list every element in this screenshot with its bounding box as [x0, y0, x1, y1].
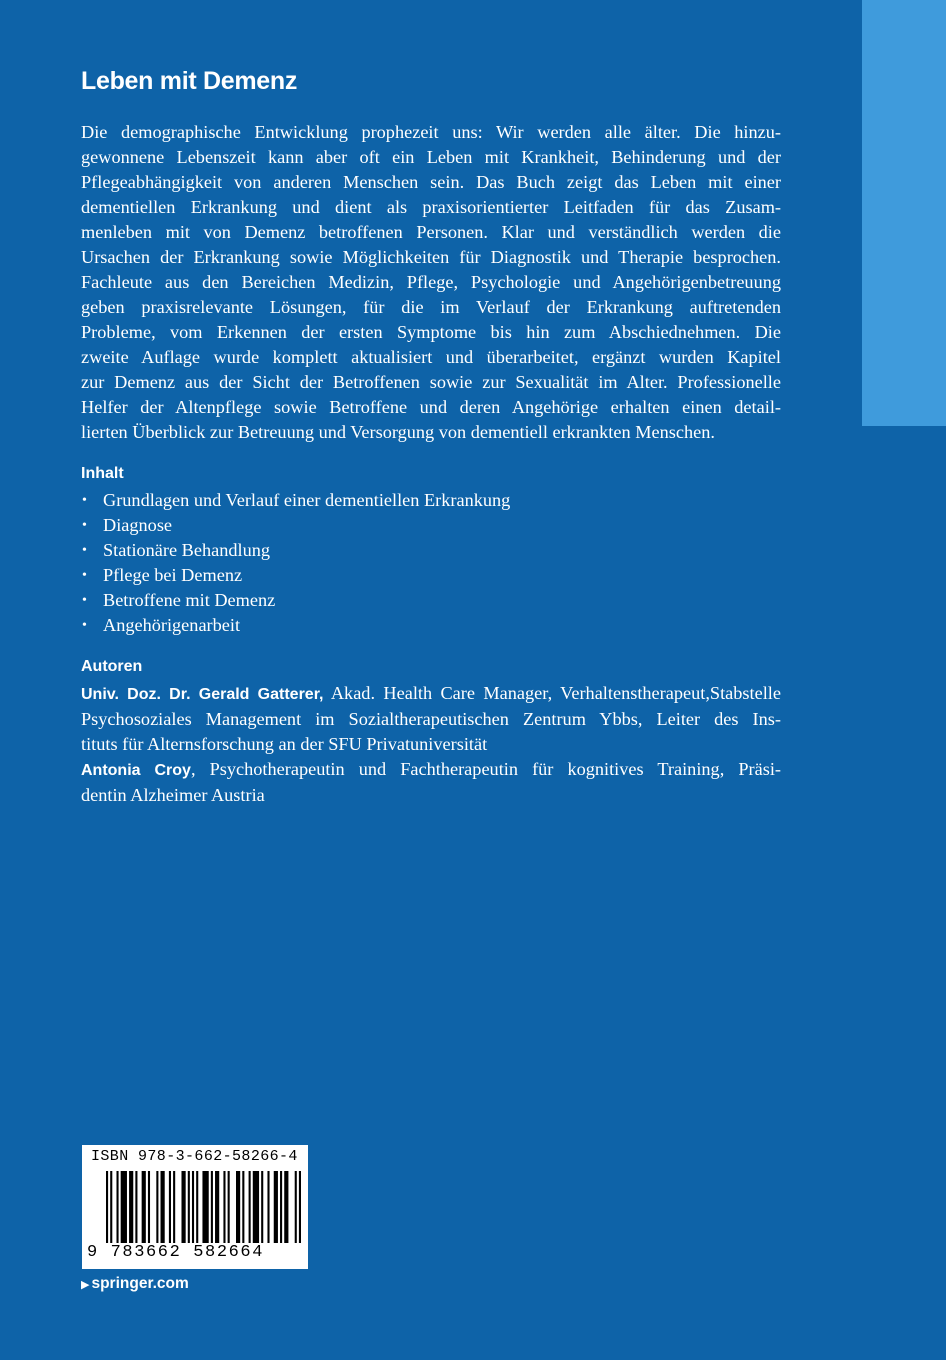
barcode-bar	[295, 1171, 297, 1243]
list-item-label: Diagnose	[103, 515, 173, 535]
barcode-bar	[181, 1171, 185, 1243]
description-line: Die demographische Entwicklung prophezeit uns: Wir werden alle älter. Die hinzu-	[81, 122, 781, 142]
list-item-label: Stationäre Behandlung	[103, 540, 271, 560]
description-line: Ursachen der Erkrankung sowie Möglichkeiten für Diagnostik und Therapie besprochen.	[81, 247, 781, 267]
publisher-url: springer.com	[91, 1275, 189, 1292]
authors-heading: Autoren	[81, 658, 143, 675]
barcode-digits: 9 783662 582664	[87, 1243, 265, 1262]
bullet-icon: •	[82, 618, 87, 633]
barcode-bar	[156, 1171, 158, 1243]
list-item-label: Grundlagen und Verlauf einer dementiellen Erkrankung	[103, 490, 511, 510]
author-name: Univ. Doz. Dr. Gerald Gatterer,	[81, 686, 324, 703]
arrow-right-icon: ▶	[81, 1279, 90, 1291]
barcode-bar	[253, 1171, 259, 1243]
authors-block	[81, 681, 781, 808]
barcode-bar	[236, 1171, 240, 1243]
barcode-bars	[106, 1171, 301, 1243]
barcode-bar	[280, 1171, 282, 1243]
book-title: Leben mit Demenz	[81, 67, 298, 95]
list-item	[81, 513, 781, 538]
barcode-bar	[228, 1171, 230, 1243]
author-line: tituts für Alternsforschung an der SFU Privatuniversität	[81, 734, 488, 754]
author-text: Akad. Health Care Manager, Verhaltenstherapeut,Stabstelle	[323, 683, 782, 703]
description-line: menleben mit von Demenz betroffenen Personen. Klar und verständlich werden die	[81, 222, 781, 242]
description-line: Helfer der Altenpflege sowie Betroffene und deren Angehörige erhalten einen detail-	[81, 397, 781, 417]
isbn-label: ISBN 978-3-662-58266-4	[91, 1148, 298, 1165]
list-item	[81, 563, 781, 588]
description-line: Probleme, vom Erkennen der ersten Symptome bis hin zum Abschiednehmen. Die	[81, 322, 781, 342]
barcode-bar	[142, 1171, 146, 1243]
author-line	[81, 681, 781, 707]
publisher-link[interactable]	[81, 1274, 189, 1295]
description-line: Pflegeabhängigkeit von anderen Menschen sein. Das Buch zeigt das Leben mit einer	[81, 172, 781, 192]
barcode-bar	[129, 1171, 133, 1243]
author-name: Antonia Croy	[81, 762, 191, 779]
barcode-bar	[267, 1171, 269, 1243]
contents-list	[81, 488, 781, 638]
description-line: geben praxisrelevante Lösungen, für die im Verlauf der Erkrankung auftretenden	[81, 297, 781, 317]
accent-bar	[862, 0, 946, 426]
barcode-bar	[121, 1171, 127, 1243]
list-item-label: Betroffene mit Demenz	[103, 590, 276, 610]
bullet-icon: •	[82, 543, 87, 558]
description-line: zweite Auflage wurde komplett aktualisiert und überarbeitet, ergänzt wurden Kapitel	[81, 347, 781, 367]
description	[81, 120, 781, 445]
barcode-bar	[135, 1171, 137, 1243]
description-line: dementiellen Erkrankung und dient als praxisorientierter Leitfaden für das Zusam-	[81, 197, 781, 217]
description-line: gewonnene Lebenszeit kann aber oft ein Leben mit Krankheit, Behinderung und der	[81, 147, 781, 167]
contents-heading: Inhalt	[81, 465, 124, 482]
description-line: Fachleute aus den Bereichen Medizin, Pflege, Psychologie und Angehörigenbetreuung	[81, 272, 781, 292]
bullet-icon: •	[82, 518, 87, 533]
description-line: lierten Überblick zur Betreuung und Versorgung von dementiell erkrankten Menschen.	[81, 422, 715, 442]
barcode-bar	[188, 1171, 190, 1243]
back-cover-content	[81, 66, 781, 808]
barcode-bar	[299, 1171, 301, 1243]
list-item	[81, 488, 781, 513]
list-item-label: Pflege bei Demenz	[103, 565, 243, 585]
barcode-bar	[110, 1171, 112, 1243]
barcode-bar	[116, 1171, 118, 1243]
author-line: dentin Alzheimer Austria	[81, 785, 265, 805]
bullet-icon: •	[82, 568, 87, 583]
barcode-bar	[106, 1171, 108, 1243]
barcode-bar	[284, 1171, 288, 1243]
barcode-bar	[161, 1171, 165, 1243]
bullet-icon: •	[82, 493, 87, 508]
barcode-bar	[242, 1171, 244, 1243]
barcode-bar	[211, 1171, 213, 1243]
isbn-barcode	[82, 1145, 308, 1269]
author-line: Psychosoziales Management im Sozialtherapeutischen Zentrum Ybbs, Leiter des Ins-	[81, 709, 781, 729]
author-line	[81, 757, 781, 783]
list-item-label: Angehörigenarbeit	[103, 615, 241, 635]
description-line: zur Demenz aus der Sicht der Betroffenen sowie zur Sexualität im Alter. Professionelle	[81, 372, 781, 392]
barcode-bar	[249, 1171, 251, 1243]
barcode-bar	[192, 1171, 194, 1243]
barcode-bar	[148, 1171, 150, 1243]
list-item	[81, 588, 781, 613]
barcode-bar	[215, 1171, 219, 1243]
barcode-bar	[223, 1171, 225, 1243]
barcode-bar	[169, 1171, 171, 1243]
author-text: , Psychotherapeutin und Fachtherapeutin für kognitives Training, Präsi-	[190, 759, 781, 779]
barcode-bar	[173, 1171, 175, 1243]
barcode-bar	[261, 1171, 263, 1243]
barcode-bar	[202, 1171, 208, 1243]
list-item	[81, 613, 781, 638]
list-item	[81, 538, 781, 563]
bullet-icon: •	[82, 593, 87, 608]
barcode-bar	[274, 1171, 278, 1243]
barcode-bar	[196, 1171, 198, 1243]
